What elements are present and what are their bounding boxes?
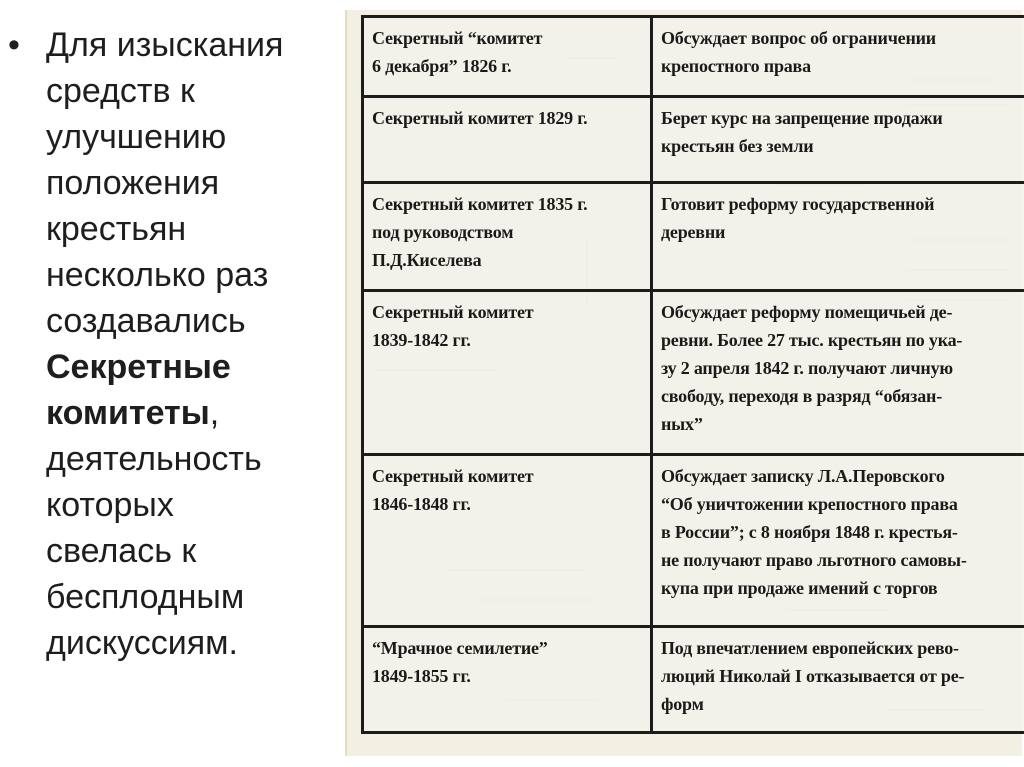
committee-cell: [363, 17, 652, 97]
cell-text: в России”; с 8 ноября 1848 г. крестья-: [661, 522, 958, 542]
bullet-body: [46, 22, 338, 666]
committee-cell: [363, 183, 652, 291]
cell-text: деревни: [661, 222, 726, 242]
cell-text: Обсуждает реформу помещичьей де-: [661, 302, 953, 322]
cell-text: крепостного права: [661, 56, 811, 76]
bullet-line: положения: [46, 164, 220, 202]
bullet-line: создавались: [46, 302, 246, 340]
cell-text: Секретный комитет: [372, 466, 534, 486]
cell-text: Обсуждает вопрос об ограничении: [661, 28, 936, 48]
bullet-line: крестьян: [46, 210, 187, 248]
bullet-marker: •: [8, 26, 20, 64]
cell-text: Секретный “комитет: [372, 28, 543, 48]
bullet-line: свелась к: [46, 532, 197, 570]
committee-cell: [363, 291, 652, 455]
cell-text: 1849-1855 гг.: [372, 666, 471, 686]
scanned-table-image: [345, 10, 1022, 756]
committee-cell: [363, 627, 652, 733]
bullet-line: улучшению: [46, 118, 227, 156]
activity-cell: [652, 627, 1024, 733]
bullet-bold-term: Секретные: [46, 348, 231, 386]
activity-cell: [652, 455, 1024, 627]
committee-cell: [363, 97, 652, 183]
cell-text: “Мрачное семилетие”: [372, 638, 548, 658]
cell-text: Берет курс на запрещение продажи: [661, 108, 943, 128]
activity-cell: [652, 97, 1024, 183]
cell-text: не получают право льготного самовы-: [661, 550, 967, 570]
bullet-line: средств к: [46, 72, 195, 110]
cell-text: ных”: [661, 414, 703, 434]
bullet-point: [8, 22, 338, 666]
cell-text: свободу, переходя в разряд “обязан-: [661, 386, 942, 406]
table-row: [363, 17, 1024, 97]
bullet-line: дискуссиям.: [46, 624, 238, 662]
cell-text: зу 2 апреля 1842 г. получают личную: [661, 358, 953, 378]
cell-text: купа при продаже имений с торгов: [661, 578, 938, 598]
cell-text: под руководством: [372, 222, 514, 242]
bullet-line: несколько раз: [46, 256, 269, 294]
bullet-line: деятельность: [46, 440, 262, 478]
bullet-bold-term: комитеты: [46, 394, 210, 432]
cell-text: Обсуждает записку Л.А.Перовского: [661, 466, 945, 486]
table-row: [363, 627, 1024, 733]
cell-text: Под впечатлением европейских рево-: [661, 638, 959, 658]
cell-text: люций Николай I отказывается от ре-: [661, 666, 965, 686]
activity-cell: [652, 291, 1024, 455]
cell-text: 1846-1848 гг.: [372, 494, 471, 514]
table-row: [363, 97, 1024, 183]
bullet-line: бесплодным: [46, 578, 245, 616]
committee-cell: [363, 455, 652, 627]
cell-text: 6 декабря” 1826 г.: [372, 56, 512, 76]
cell-text: П.Д.Киселева: [372, 250, 482, 270]
table-row: [363, 183, 1024, 291]
cell-text: Секретный комитет 1829 г.: [372, 108, 588, 128]
table-row: [363, 455, 1024, 627]
cell-text: крестьян без земли: [661, 136, 814, 156]
cell-text: Готовит реформу государственной: [661, 194, 935, 214]
cell-text: 1839-1842 гг.: [372, 330, 471, 350]
cell-text: Секретный комитет: [372, 302, 534, 322]
cell-text: Секретный комитет 1835 г.: [372, 194, 588, 214]
bullet-line: которых: [46, 486, 174, 524]
activity-cell: [652, 183, 1024, 291]
activity-cell: [652, 17, 1024, 97]
cell-text: форм: [661, 694, 704, 714]
cell-text: “Об уничтожении крепостного права: [661, 494, 958, 514]
bullet-line: Для изыскания: [46, 26, 284, 64]
secret-committees-table: [361, 15, 1024, 734]
table-row: [363, 291, 1024, 455]
cell-text: ревни. Более 27 тыс. крестьян по ука-: [661, 330, 963, 350]
bullet-comma: ,: [209, 394, 220, 432]
